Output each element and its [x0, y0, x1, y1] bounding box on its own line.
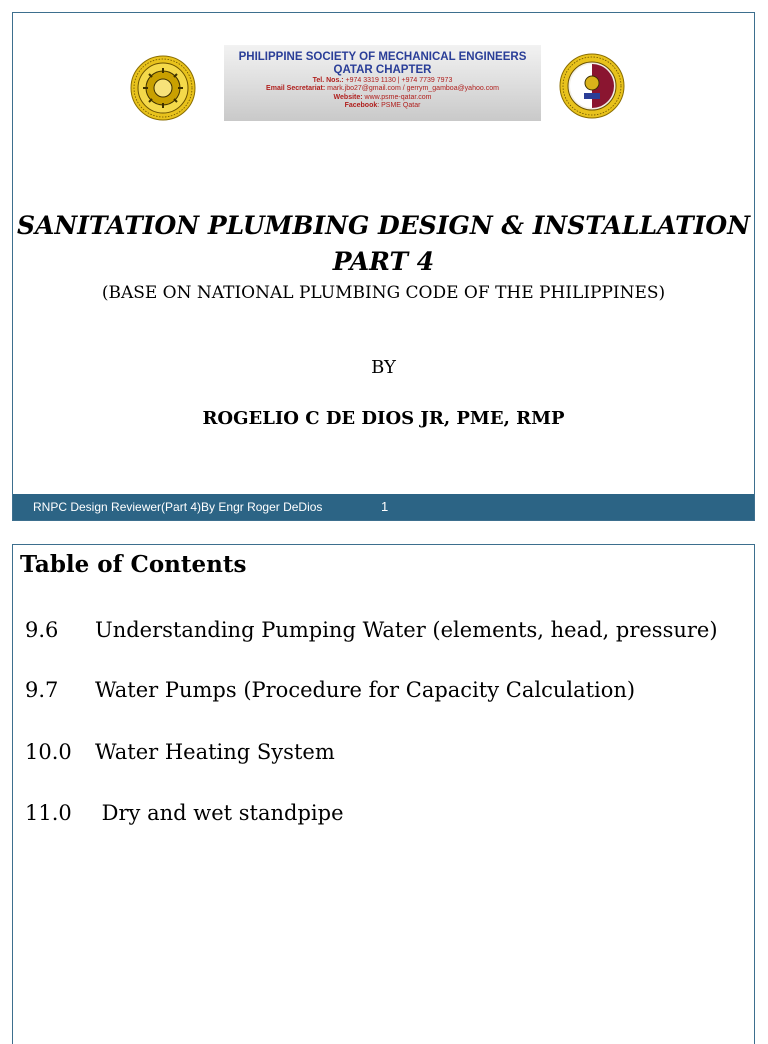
toc-item	[25, 678, 635, 702]
psme-qatar-seal-right-icon	[559, 53, 625, 119]
tel-line: Tel. Nos.: +974 3319 1130 | +974 7739 7973	[312, 77, 453, 84]
toc-item	[25, 801, 344, 825]
toc-item-text: Water Pumps (Procedure for Capacity Calculation)	[95, 678, 636, 702]
toc-item-number: 10.0	[25, 740, 72, 764]
toc-item-text: Water Heating System	[95, 740, 335, 764]
toc-title: Table of Contents	[20, 551, 247, 578]
email-line: Email Secretariat: mark.jbo27@gmail.com / gerrym_gamboa@yahoo.com	[266, 85, 499, 93]
website-line: Website: www.psme-qatar.com	[333, 93, 432, 101]
toc-slide	[12, 544, 755, 1044]
facebook-line: Facebook: PSME Qatar	[344, 101, 421, 109]
slide-subtitle: (BASE ON NATIONAL PLUMBING CODE OF THE PHILIPPINES)	[101, 283, 666, 303]
toc-item-number: 11.0	[25, 801, 72, 825]
page-number: 1	[381, 499, 389, 514]
footer-text: RNPC Design Reviewer(Part 4)By Engr Roger DeDios	[33, 500, 323, 514]
title-slide	[12, 12, 755, 521]
toc-item	[25, 618, 718, 642]
slide-title-line-2: PART 4	[332, 247, 435, 276]
by-label: BY	[371, 357, 396, 378]
header-banner	[224, 45, 541, 121]
chapter-name: QATAR CHAPTER	[333, 64, 432, 76]
toc-item-number: 9.6	[25, 618, 59, 642]
author-name: ROGELIO C DE DIOS JR, PME, RMP	[202, 408, 565, 429]
org-name: PHILIPPINE SOCIETY OF MECHANICAL ENGINEERS	[238, 51, 527, 63]
toc-item	[25, 740, 335, 764]
slide-title-line-1: SANITATION PLUMBING DESIGN & INSTALLATION	[16, 211, 751, 240]
toc-item-number: 9.7	[25, 678, 59, 702]
psme-seal-left-icon	[130, 55, 196, 121]
slide-footer	[13, 494, 754, 520]
toc-item-text: Dry and wet standpipe	[95, 801, 344, 825]
toc-item-text: Understanding Pumping Water (elements, head, pressure)	[95, 618, 718, 642]
